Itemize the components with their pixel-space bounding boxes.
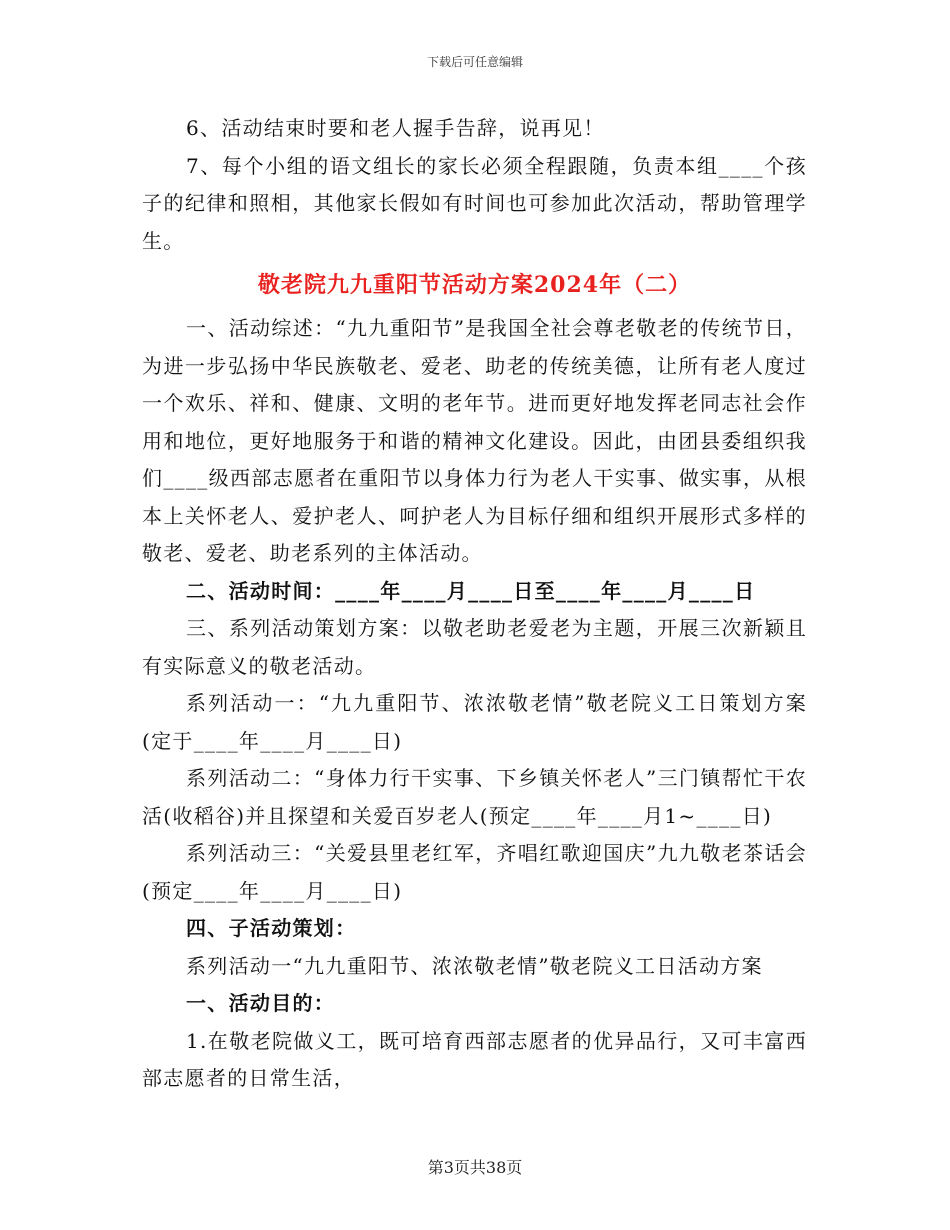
paragraph-purpose-1: 1.在敬老院做义工，既可培育西部志愿者的优异品行，又可丰富西部志愿者的日常生活， xyxy=(142,1028,807,1090)
paragraph-activity-purpose-heading: 一、活动目的： xyxy=(186,991,336,1015)
page-header: 下载后可任意编辑 xyxy=(426,55,523,69)
paragraph-activity-overview: 一、活动综述：“九九重阳节”是我国全社会尊老敬老的传统节日，为进一步弘扬中华民族敬老、爱老、助老的传统美德，让所有老人度过一个欢乐、祥和、健康、文明的老年节。进而更好地发挥老同志社会作用和地位，更好地服务于和谐的精神文化建设。因此，由团县委组织我们____级西部志愿者在重阳节以身体力行为老人干实事、做实事，从根本上关怀老人、爱护老人、呵护老人为目标仔细和组织开展形式多样的敬老、爱老、助老系列的主体活动。 xyxy=(142,316,807,565)
document-title: 敬老院九九重阳节活动方案2024年（二） xyxy=(257,272,692,298)
paragraph-series-plan: 三、系列活动策划方案：以敬老助老爱老为主题，开展三次新颖且有实际意义的敬老活动。 xyxy=(142,616,807,678)
paragraph-activity-time: 二、活动时间：____年____月____日至____年____月____日 xyxy=(186,578,756,603)
paragraph-sub-activity-heading: 四、子活动策划： xyxy=(186,916,357,940)
paragraph-series-activity-3: 系列活动三：“关爱县里老红军，齐唱红歌迎国庆”九九敬老茶话会(预定____年____月____日) xyxy=(142,841,807,903)
paragraph-6: 6、活动结束时要和老人握手告辞，说再见！ xyxy=(186,116,605,140)
paragraph-series-activity-2: 系列活动二：“身体力行干实事、下乡镇关怀老人”三门镇帮忙干农活(收稻谷)并且探望和关爱百岁老人(预定____年____月1~____日) xyxy=(142,766,807,828)
paragraph-7: 7、每个小组的语文组长的家长必须全程跟随，负责本组____个孩子的纪律和照相，其他家长假如有时间也可参加此次活动，帮助管理学生。 xyxy=(142,153,807,253)
paragraph-series-activity-1-plan: 系列活动一“九九重阳节、浓浓敬老情”敬老院义工日活动方案 xyxy=(186,953,763,978)
page-footer: 第3页共38页 xyxy=(427,1158,523,1177)
paragraph-series-activity-1: 系列活动一：“九九重阳节、浓浓敬老情”敬老院义工日策划方案(定于____年____月____日) xyxy=(142,691,807,753)
document-body xyxy=(142,110,807,1098)
